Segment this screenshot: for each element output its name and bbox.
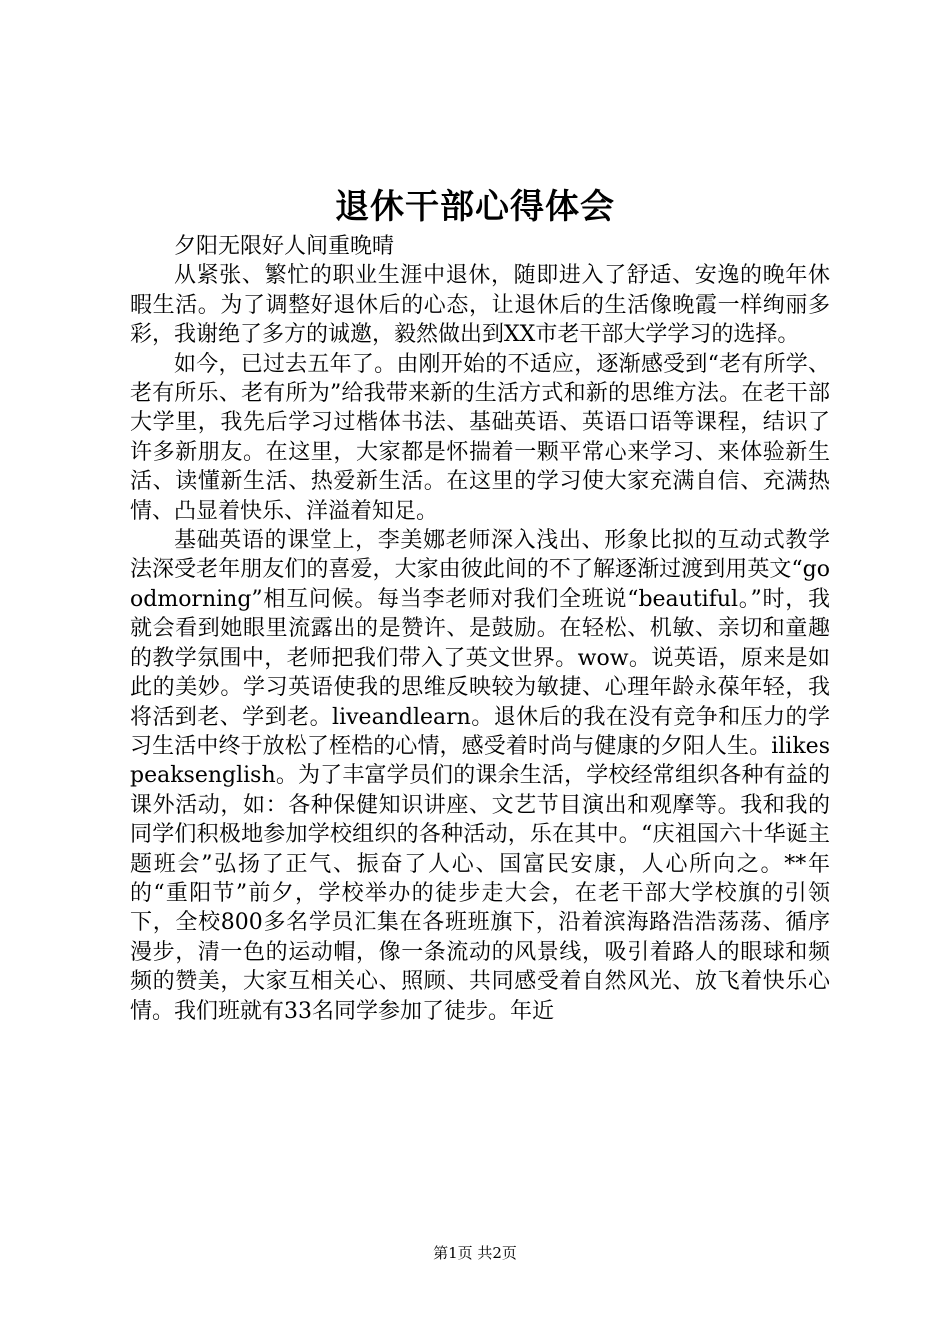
page-footer: 第1页 共2页 bbox=[433, 1244, 517, 1262]
paragraph-1: 从紧张、繁忙的职业生涯中退休，随即进入了舒适、安逸的晚年休暇生活。为了调整好退休后的心态，让退休后的生活像晚霞一样绚丽多彩，我谢绝了多方的诚邀，毅然做出到XX市老干部大学学习的选择。 bbox=[130, 263, 830, 348]
paragraph-2: 如今，已过去五年了。由刚开始的不适应，逐渐感受到“老有所学、老有所乐、老有所为”给我带来新的生活方式和新的思维方法。在老干部大学里，我先后学习过楷体书法、基础英语、英语口语等课程，结识了许多新朋友。在这里，大家都是怀揣着一颗平常心来学习、来体验新生活、读懂新生活、热爱新生活。在这里的学习使大家充满自信、充满热情、凸显着快乐、洋溢着知足。 bbox=[130, 351, 830, 524]
document-title: 退休干部心得体会 bbox=[335, 187, 615, 227]
document-body bbox=[130, 232, 830, 1026]
paragraph-3: 基础英语的课堂上，李美娜老师深入浅出、形象比拟的互动式教学法深受老年朋友们的喜爱，大家由彼此间的不了解逐渐过渡到用英文“goodmorning”相互问候。每当李老师对我们全班说“beautiful。”时，我就会看到她眼里流露出的是赞许、是鼓励。在轻松、机敏、亲切和童趣的教学氛围中，老师把我们带入了英文世界。wow。说英语，原来是如此的美妙。学习英语使我的思维反映较为敏捷、心理年龄永葆年轻，我将活到老、学到老。liveandlearn。退休后的我在没有竞争和压力的学习生活中终于放松了桎梏的心情，感受着时尚与健康的夕阳人生。ilikespeaksenglish。为了丰富学员们的课余生活，学校经常组织各种有益的课外活动，如：各种保健知识讲座、文艺节目演出和观摩等。我和我的同学们积极地参加学校组织的各种活动，乐在其中。“庆祖国六十华诞主题班会”弘扬了正气、振奋了人心、国富民安康，人心所向之。**年的“重阳节”前夕，学校举办的徒步走大会，在老干部大学校旗的引领下，全校800多名学员汇集在各班班旗下，沿着滨海路浩浩荡荡、循序漫步，清一色的运动帽，像一条流动的风景线，吸引着路人的眼球和频频的赞美，大家互相关心、照顾、共同感受着自然风光、放飞着快乐心情。我们班就有33名同学参加了徒步。年近 bbox=[130, 528, 830, 1024]
paragraph-subtitle: 夕阳无限好人间重晚晴 bbox=[174, 234, 395, 259]
